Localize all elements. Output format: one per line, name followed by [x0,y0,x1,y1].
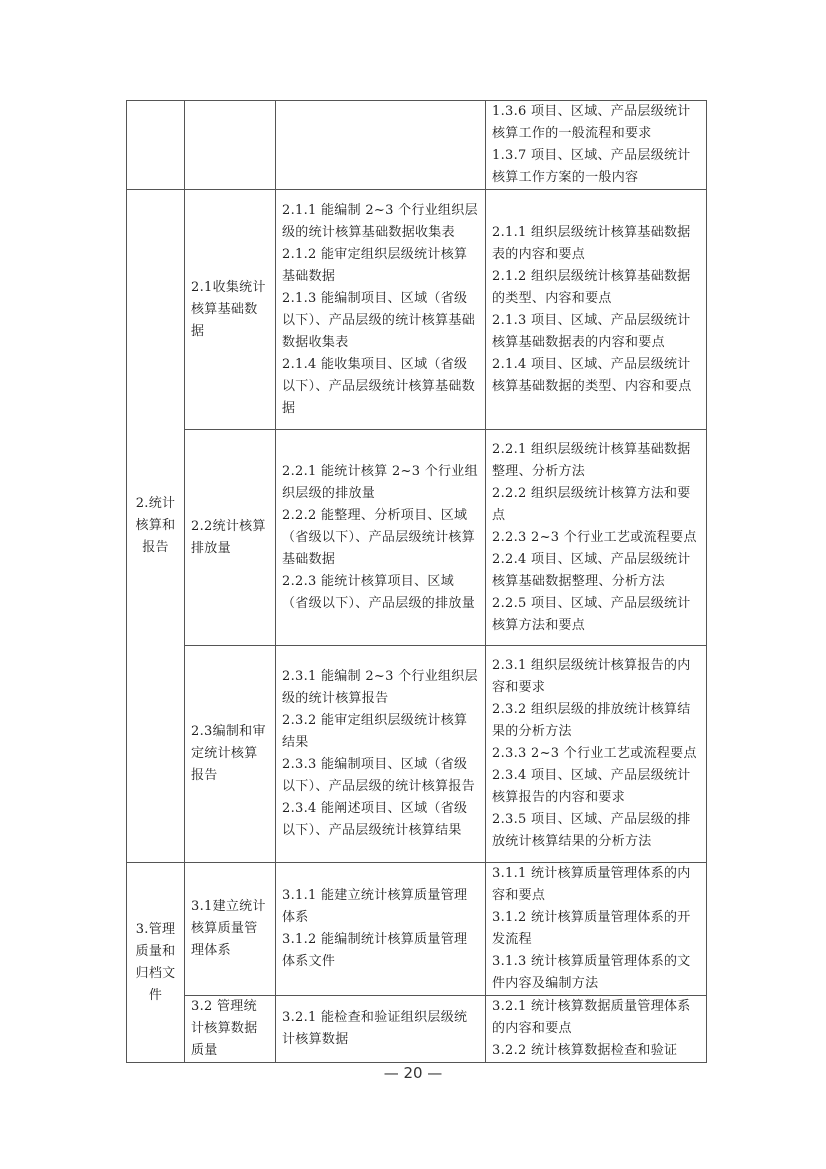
work-content-cell: 2.1收集统计核算基础数据 [185,190,276,430]
skill-item: 3.2.1 能检查和验证组织层级统计核算数据 [282,1010,468,1047]
skill-requirements-cell [276,101,486,190]
knowledge-item: 2.2.2 组织层级统计核算方法和要点 [492,485,691,523]
skills-table [126,100,707,1063]
skill-requirements-cell [276,996,486,1063]
knowledge-item: 2.1.4 项目、区域、产品层级统计核算基础数据的类型、内容和要点 [492,356,692,394]
knowledge-requirements-cell [486,863,707,996]
knowledge-requirements-cell [486,190,707,430]
knowledge-item: 2.2.4 项目、区域、产品层级统计核算基础数据整理、分析方法 [492,551,691,589]
category-cell [127,101,185,190]
knowledge-item: 2.3.4 项目、区域、产品层级统计核算报告的内容和要求 [492,768,691,805]
table-row [127,646,707,863]
knowledge-item: 1.3.6 项目、区域、产品层级统计核算工作的一般流程和要求 [492,104,691,141]
skill-item: 2.1.4 能收集项目、区域（省级以下）、产品层级统计核算基础数据 [282,356,476,416]
work-content-cell: 2.2统计核算排放量 [185,430,276,646]
skill-requirements-cell [276,863,486,996]
knowledge-item: 3.2.2 统计核算数据检查和验证 [492,1043,678,1058]
skill-item: 2.3.2 能审定组织层级统计核算结果 [282,713,468,750]
skill-requirements-cell [276,646,486,863]
knowledge-requirements-cell [486,430,707,646]
table-row [127,430,707,646]
table-row [127,101,707,190]
knowledge-item: 2.2.5 项目、区域、产品层级统计核算方法和要点 [492,595,691,633]
knowledge-item: 3.1.1 统计核算质量管理体系的内容和要点 [492,866,691,903]
knowledge-item: 3.1.3 统计核算质量管理体系的文件内容及编制方法 [492,954,691,991]
work-content-cell: 2.3编制和审定统计核算报告 [185,646,276,863]
skill-item: 3.1.1 能建立统计核算质量管理体系 [282,888,468,925]
skill-item: 2.1.3 能编制项目、区域（省级以下）、产品层级的统计核算基础数据收集表 [282,290,476,350]
table-row [127,996,707,1063]
knowledge-item: 2.3.3 2~3 个行业工艺或流程要点 [492,746,697,761]
knowledge-item: 2.3.5 项目、区域、产品层级的排放统计核算结果的分析方法 [492,812,691,849]
work-content-cell [185,101,276,190]
skill-item: 2.2.3 能统计核算项目、区域（省级以下）、产品层级的排放量 [282,573,476,611]
table-row [127,190,707,430]
category-cell: 2.统计核算和报告 [127,190,185,863]
knowledge-item: 3.1.2 统计核算质量管理体系的开发流程 [492,910,691,947]
knowledge-item: 1.3.7 项目、区域、产品层级统计核算工作方案的一般内容 [492,148,691,185]
skill-item: 3.1.2 能编制统计核算质量管理体系文件 [282,932,468,969]
work-content-cell: 3.1建立统计核算质量管理体系 [185,863,276,996]
skill-item: 2.1.1 能编制 2~3 个行业组织层级的统计核算基础数据收集表 [282,202,478,240]
knowledge-item: 2.2.1 组织层级统计核算基础数据整理、分析方法 [492,441,691,479]
knowledge-item: 2.1.1 组织层级统计核算基础数据表的内容和要点 [492,224,691,262]
table-row [127,863,707,996]
work-content-cell: 3.2 管理统计核算数据质量 [185,996,276,1063]
knowledge-item: 2.1.3 项目、区域、产品层级统计核算基础数据表的内容和要点 [492,312,691,350]
knowledge-requirements-cell [486,996,707,1063]
skill-requirements-cell [276,430,486,646]
skill-item: 2.1.2 能审定组织层级统计核算基础数据 [282,246,468,284]
knowledge-item: 2.2.3 2~3 个行业工艺或流程要点 [492,529,697,545]
skill-requirements-cell [276,190,486,430]
skill-item: 2.3.4 能阐述项目、区域（省级以下）、产品层级统计核算结果 [282,801,468,838]
skill-item: 2.3.3 能编制项目、区域（省级以下）、产品层级的统计核算报告 [282,757,476,794]
knowledge-item: 3.2.1 统计核算数据质量管理体系的内容和要点 [492,999,691,1036]
category-cell: 3.管理质量和归档文件 [127,863,185,1063]
page-number: — 20 — [383,1064,443,1082]
skill-item: 2.2.1 能统计核算 2~3 个行业组织层级的排放量 [282,463,478,501]
knowledge-requirements-cell [486,101,707,190]
knowledge-item: 2.3.2 组织层级的排放统计核算结果的分析方法 [492,702,691,739]
knowledge-item: 2.1.2 组织层级统计核算基础数据的类型、内容和要点 [492,268,691,306]
skill-item: 2.3.1 能编制 2~3 个行业组织层级的统计核算报告 [282,669,478,706]
knowledge-item: 2.3.1 组织层级统计核算报告的内容和要求 [492,658,691,695]
skill-item: 2.2.2 能整理、分析项目、区域（省级以下）、产品层级统计核算基础数据 [282,507,476,567]
knowledge-requirements-cell [486,646,707,863]
